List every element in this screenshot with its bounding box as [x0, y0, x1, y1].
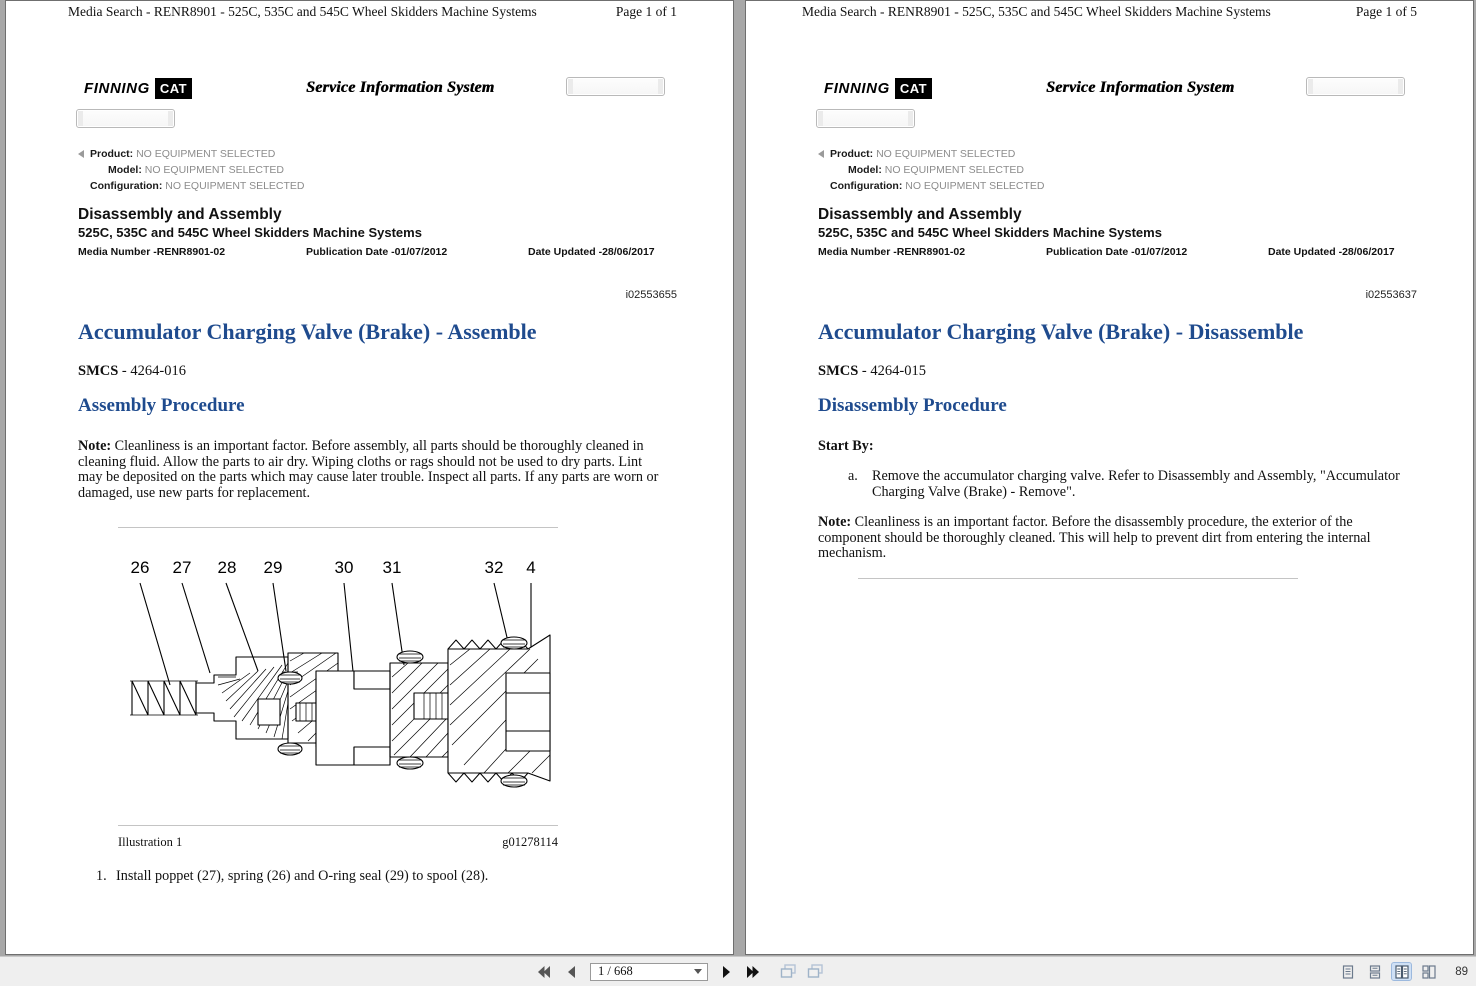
product-label: Product: [90, 148, 134, 160]
cat-logo-badge: CAT [155, 78, 192, 99]
document-page-left[interactable] [5, 0, 734, 955]
collapse-arrow-icon[interactable] [818, 150, 824, 158]
smcs-line-left [78, 363, 186, 380]
configuration-value: NO EQUIPMENT SELECTED [905, 180, 1045, 192]
step-text: Install poppet (27), spring (26) and O-ring seal (29) to spool (28). [116, 868, 489, 884]
article-id-left: i02553655 [625, 289, 677, 301]
date-updated: Date Updated -28/06/2017 [528, 246, 655, 258]
step-number: 1. [96, 868, 107, 884]
single-page-view-button[interactable] [1338, 963, 1357, 980]
illustration-graphic-id: g01278114 [502, 835, 558, 849]
note-paragraph-right [818, 515, 1388, 562]
product-value: NO EQUIPMENT SELECTED [876, 148, 1016, 160]
illustration-label: Illustration 1 [118, 835, 183, 849]
configuration-row[interactable] [818, 178, 1045, 194]
valve-cross-section-svg [118, 553, 568, 815]
document-type: Disassembly and Assembly [78, 206, 282, 223]
callout-31: 31 [382, 558, 402, 577]
running-head-page-label: Page 1 of 5 [1355, 4, 1417, 19]
chevron-down-icon[interactable] [694, 969, 702, 974]
running-head-left [6, 4, 733, 26]
callout-27: 27 [172, 558, 192, 577]
smcs-label: SMCS [78, 363, 119, 379]
note-label: Note: [818, 514, 852, 530]
search-input-sub-left[interactable] [76, 109, 175, 128]
finning-cat-logo [76, 74, 189, 102]
article-heading-separator: - [430, 319, 448, 344]
book-view-icon [1422, 965, 1436, 979]
configuration-row[interactable] [78, 178, 305, 194]
media-number: Media Number -RENR8901-02 [818, 246, 966, 258]
start-by-list-item-a [848, 469, 1426, 500]
previous-page-button[interactable] [563, 963, 581, 981]
finning-wordmark: FINNING [84, 79, 150, 97]
start-by-label: Start By: [818, 438, 874, 454]
configuration-label: Configuration: [830, 180, 903, 192]
equipment-selection-left [78, 146, 305, 194]
model-row[interactable] [78, 162, 305, 178]
page-number-select[interactable] [590, 963, 708, 981]
search-input-sub-right[interactable] [816, 109, 915, 128]
first-page-button[interactable] [536, 963, 554, 981]
note-text: Cleanliness is an important factor. Before the disassembly procedure, the exterior of the component should be thoroughly cleaned. This will help to prevent dirt from entering the internal mechanism. [818, 514, 1371, 562]
last-page-icon [745, 965, 761, 979]
article-id-right: i02553637 [1365, 289, 1417, 301]
list-text: Remove the accumulator charging valve. Refer to Disassembly and Assembly, "Accumulator Charging Valve (Brake) - Remove". [872, 468, 1400, 500]
smcs-label: SMCS [818, 363, 859, 379]
media-number: Media Number -RENR8901-02 [78, 246, 226, 258]
publication-date: Publication Date -01/07/2012 [1046, 246, 1188, 258]
chevron-left-icon [565, 965, 579, 979]
section-rule-right [858, 578, 1298, 579]
article-heading-right [818, 319, 1433, 345]
finning-cat-logo [816, 74, 929, 102]
illustration-callout-labels [131, 558, 536, 577]
document-subject: 525C, 535C and 545C Wheel Skidders Machine Systems [78, 225, 422, 240]
product-row[interactable] [818, 146, 1045, 162]
note-text: Cleanliness is an important factor. Before assembly, all parts should be thoroughly cleaned in cleaning fluid. Allow the parts to air dry. Wiping cloths or rags should not be used to dry parts. Lint may be deposited on the parts which may cause later trouble. Inspect all parts. If any parts are worn or damaged, use new parts for replacement. [78, 438, 659, 501]
product-value: NO EQUIPMENT SELECTED [136, 148, 276, 160]
note-label: Note: [78, 438, 112, 454]
callout-28: 28 [217, 558, 237, 577]
zoom-level-value: 89 [1455, 965, 1468, 978]
service-information-system-title: Service Information System [306, 79, 495, 96]
document-title-block-left [78, 205, 677, 260]
running-head-title: Media Search - RENR8901 - 525C, 535C and 545C Wheel Skidders Machine Systems [802, 4, 1271, 19]
article-heading-main: Accumulator Charging Valve (Brake) [818, 319, 1171, 344]
brand-header-right [816, 69, 1417, 129]
equipment-selection-right [818, 146, 1045, 194]
running-head-right [746, 4, 1473, 26]
two-page-view-icon [1395, 965, 1409, 979]
configuration-label: Configuration: [90, 180, 163, 192]
illustration-rule-top [118, 527, 558, 528]
document-subject: 525C, 535C and 545C Wheel Skidders Machine Systems [818, 225, 1162, 240]
previous-view-button[interactable] [779, 963, 797, 981]
article-heading-sub: Disassemble [1188, 319, 1304, 344]
callout-26: 26 [130, 558, 150, 577]
first-page-icon [537, 965, 553, 979]
note-paragraph-left [78, 439, 670, 501]
brand-header-left [76, 69, 677, 129]
two-page-view-button[interactable] [1392, 963, 1411, 980]
model-value: NO EQUIPMENT SELECTED [144, 164, 284, 176]
model-value: NO EQUIPMENT SELECTED [884, 164, 1024, 176]
page-number-value: 1 / 668 [598, 964, 633, 978]
article-heading-main: Accumulator Charging Valve (Brake) [78, 319, 431, 344]
finning-wordmark: FINNING [824, 79, 890, 97]
article-heading-sub: Assemble [447, 319, 537, 344]
illustration-1-graphic [118, 553, 568, 815]
date-updated: Date Updated -28/06/2017 [1268, 246, 1395, 258]
procedure-step-1 [96, 868, 656, 884]
view-mode-group [1338, 957, 1468, 986]
document-page-right[interactable] [745, 0, 1474, 955]
smcs-value: - 4264-015 [858, 363, 926, 379]
continuous-scroll-view-button[interactable] [1365, 963, 1384, 980]
callout-4: 4 [526, 558, 536, 577]
chevron-right-icon [719, 965, 733, 979]
product-row[interactable] [78, 146, 305, 162]
smcs-value: - 4264-016 [118, 363, 186, 379]
model-label: Model: [848, 164, 882, 176]
callout-30: 30 [334, 558, 354, 577]
publication-date: Publication Date -01/07/2012 [306, 246, 448, 258]
document-title-block-right [818, 205, 1417, 260]
next-page-button[interactable] [717, 963, 735, 981]
model-row[interactable] [818, 162, 1045, 178]
article-heading-separator: - [1170, 319, 1189, 344]
smcs-line-right [818, 363, 926, 380]
cat-logo-badge: CAT [895, 78, 932, 99]
service-information-system-title: Service Information System [1046, 79, 1235, 96]
product-label: Product: [830, 148, 874, 160]
article-heading-left [78, 319, 693, 345]
illustration-rule-bottom [118, 825, 558, 826]
document-type: Disassembly and Assembly [818, 206, 1022, 223]
illustration-caption-left [118, 835, 558, 851]
viewer-toolbar [0, 956, 1476, 986]
collapse-arrow-icon[interactable] [78, 150, 84, 158]
section-heading-right: Disassembly Procedure [818, 395, 1007, 416]
next-view-icon [807, 964, 824, 979]
configuration-value: NO EQUIPMENT SELECTED [165, 180, 305, 192]
callout-32: 32 [484, 558, 504, 577]
list-marker: a. [848, 468, 858, 484]
last-page-button[interactable] [744, 963, 762, 981]
continuous-scroll-view-icon [1368, 965, 1382, 979]
running-head-title: Media Search - RENR8901 - 525C, 535C and 545C Wheel Skidders Machine Systems [68, 4, 537, 19]
book-view-button[interactable] [1419, 963, 1438, 980]
single-page-view-icon [1341, 965, 1355, 979]
callout-29: 29 [263, 558, 283, 577]
search-input-top-left[interactable] [566, 77, 665, 96]
model-label: Model: [108, 164, 142, 176]
page-navigation-group [536, 957, 824, 986]
section-heading-left: Assembly Procedure [78, 395, 245, 416]
running-head-page-label: Page 1 of 1 [615, 4, 677, 19]
previous-view-icon [780, 964, 797, 979]
search-input-top-right[interactable] [1306, 77, 1405, 96]
next-view-button[interactable] [806, 963, 824, 981]
